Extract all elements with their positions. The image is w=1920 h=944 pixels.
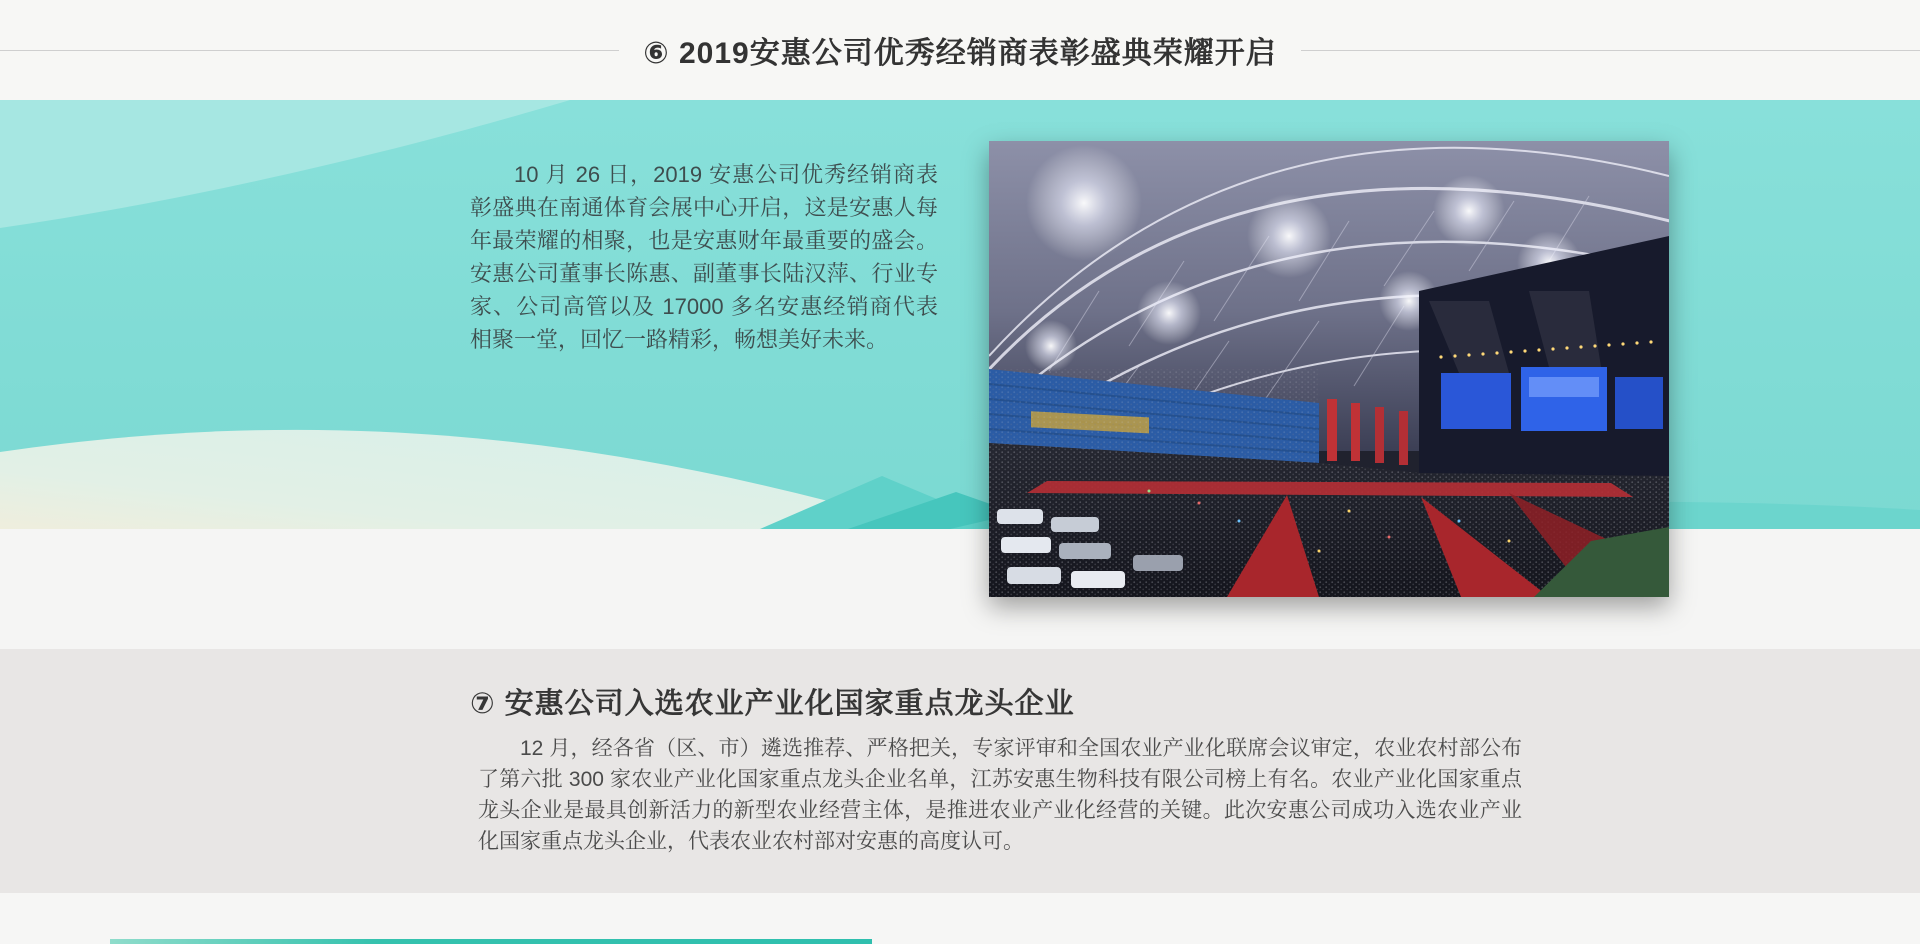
stadium-event-photo [989, 141, 1669, 597]
header-divider-right [1301, 50, 1920, 51]
page-bottom-strip [0, 893, 1920, 944]
section6-header [0, 0, 1920, 100]
section6-body [0, 100, 1920, 529]
next-section-teal-sliver [110, 939, 872, 944]
header-divider-left [0, 50, 619, 51]
section7-paragraph: 12 月，经各省（区、市）遴选推荐、严格把关，专家评审和全国农业产业化联席会议审定，农业农村部公布了第六批 300 家农业产业化国家重点龙头企业名单，江苏安惠生物科技有限公司榜上有名。农业产业化国家重点龙头企业是最具创新活力的新型农业经营主体，是推进农业产业化经营的关键。此次安惠公司成功入选农业产业化国家重点龙头企业，代表农业农村部对安惠的高度认可。 [478, 737, 1522, 853]
section7-title: ⑦ 安惠公司入选农业产业化国家重点龙头企业 [470, 688, 1075, 720]
section7-body [0, 649, 1920, 893]
section6-paragraph: 10 月 26 日，2019 安惠公司优秀经销商表彰盛典在南通体育会展中心开启，这是安惠人每年最荣耀的相聚，也是安惠财年最重要的盛会。安惠公司董事长陈惠、副董事长陆汉萍、行业专家、公司高管以及 17000 多名安惠经销商代表相聚一堂，回忆一路精彩，畅想美好未来。 [470, 162, 938, 352]
section6-title: ⑥ 2019安惠公司优秀经销商表彰盛典荣耀开启 [643, 37, 1277, 70]
